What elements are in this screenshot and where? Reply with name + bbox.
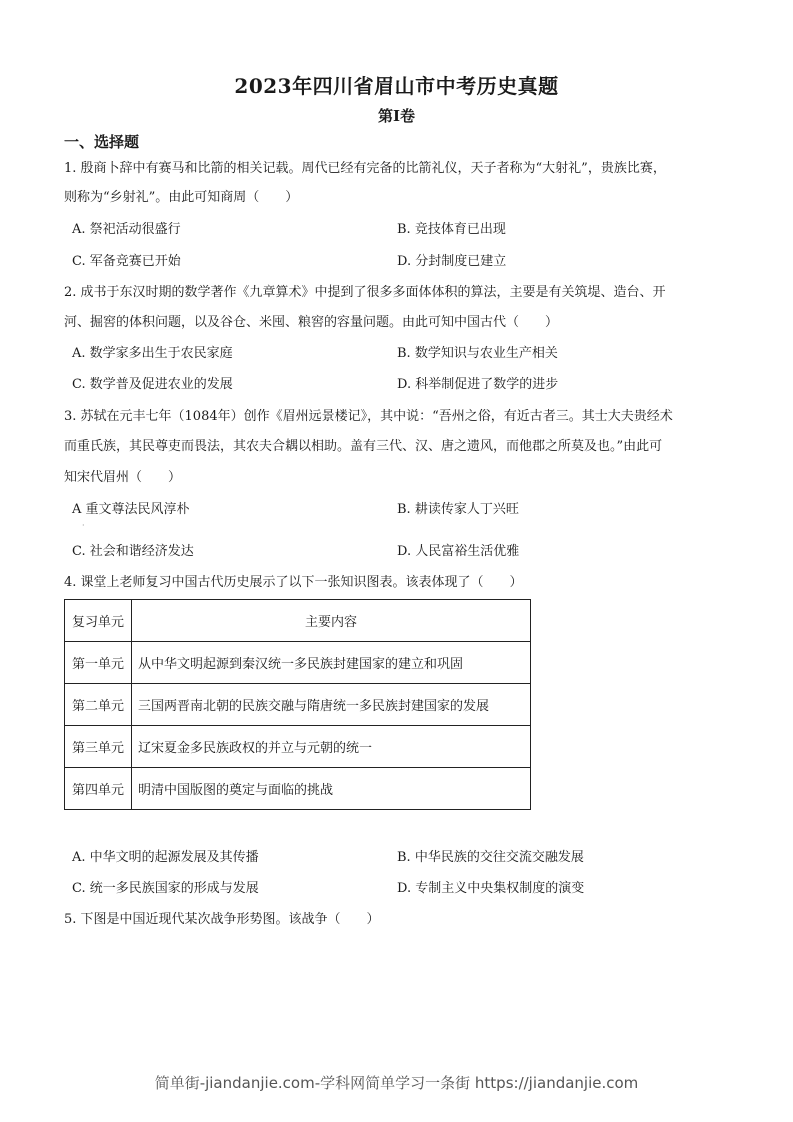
footer-watermark: 简单街-jiandanjie.com-学科网简单学习一条街 https://jiandanjie.com xyxy=(154,1074,639,1092)
question-3-text-line-3: 知宋代眉州（ ） xyxy=(64,470,182,485)
table-cell-unit: 第四单元 xyxy=(65,768,132,810)
table-header-row xyxy=(65,600,531,642)
question-2-option-d: D. 科举制促进了数学的进步 xyxy=(397,377,559,392)
question-1-option-c: C. 军备竞赛已开始 xyxy=(72,254,181,269)
question-3-option-a: A 重文尊法民风淳朴 xyxy=(72,502,190,517)
question-2-option-b: B. 数学知识与农业生产相关 xyxy=(397,346,558,361)
question-4-option-d: D. 专制主义中央集权制度的演变 xyxy=(397,881,585,896)
question-1-option-b: B. 竞技体育已出现 xyxy=(397,222,506,237)
knowledge-table xyxy=(64,599,531,810)
table-cell-content: 三国两晋南北朝的民族交融与隋唐统一多民族封建国家的发展 xyxy=(132,684,531,726)
table-row xyxy=(65,642,531,684)
question-4-text-line-1: 4. 课堂上老师复习中国古代历史展示了以下一张知识图表。该表体现了（ ） xyxy=(64,575,523,590)
table-header-unit: 复习单元 xyxy=(65,600,132,642)
table-row xyxy=(65,726,531,768)
question-3-option-b: B. 耕读传家人丁兴旺 xyxy=(397,502,519,517)
table-row xyxy=(65,684,531,726)
question-2-text-line-2: 河、掘窖的体积问题，以及谷仓、米囤、粮窖的容量问题。由此可知中国古代（ ） xyxy=(64,315,559,330)
section-heading: 一、选择题 xyxy=(64,133,140,151)
question-1-text-line-1: 1. 殷商卜辞中有赛马和比箭的相关记载。周代已经有完备的比箭礼仪，天子者称为“大射礼”，贵族比赛， xyxy=(64,161,666,176)
question-4-option-c: C. 统一多民族国家的形成与发展 xyxy=(72,881,259,896)
question-4-option-a: A. 中华文明的起源发展及其传播 xyxy=(72,850,259,865)
question-2-text-line-1: 2. 成书于东汉时期的数学著作《九章算术》中提到了很多多面体体积的算法，主要是有关筑堤、造台、开 xyxy=(64,285,666,300)
question-2-option-c: C. 数学普及促进农业的发展 xyxy=(72,377,233,392)
question-3-text-line-1: 3. 苏轼在元丰七年（1084年）创作《眉州远景楼记》，其中说：“吾州之俗，有近古者三。其士大夫贵经术 xyxy=(64,409,673,424)
question-5-text-line-1: 5. 下图是中国近现代某次战争形势图。该战争（ ） xyxy=(64,912,380,927)
table-header-content: 主要内容 xyxy=(132,600,531,642)
table-cell-unit: 第三单元 xyxy=(65,726,132,768)
table-cell-unit: 第二单元 xyxy=(65,684,132,726)
question-4-option-b: B. 中华民族的交往交流交融发展 xyxy=(397,850,584,865)
question-3-option-c: C. 社会和谐经济发达 xyxy=(72,544,194,559)
table-cell-content: 从中华文明起源到秦汉统一多民族封建国家的建立和巩固 xyxy=(132,642,531,684)
page-title: 2023年四川省眉山市中考历史真题 xyxy=(234,74,559,98)
question-2-option-a: A. 数学家多出生于农民家庭 xyxy=(72,346,233,361)
table-cell-content: 明清中国版图的奠定与面临的挑战 xyxy=(132,768,531,810)
volume-subtitle: 第I卷 xyxy=(377,107,416,125)
question-1-text-line-2: 则称为“乡射礼”。由此可知商周（ ） xyxy=(64,190,299,205)
table-cell-content: 辽宋夏金多民族政权的并立与元朝的统一 xyxy=(132,726,531,768)
question-3-option-d: D. 人民富裕生活优雅 xyxy=(397,544,520,559)
question-1-option-d: D. 分封制度已建立 xyxy=(397,254,507,269)
question-3-text-line-2: 而重氏族，其民尊吏而畏法，其农夫合耦以相助。盖有三代、汉、唐之遗风，而他郡之所莫及也。”由此可 xyxy=(64,439,663,454)
stray-dot: · xyxy=(82,521,85,530)
question-1-option-a: A. 祭祀活动很盛行 xyxy=(72,222,181,237)
table-cell-unit: 第一单元 xyxy=(65,642,132,684)
table-row xyxy=(65,768,531,810)
